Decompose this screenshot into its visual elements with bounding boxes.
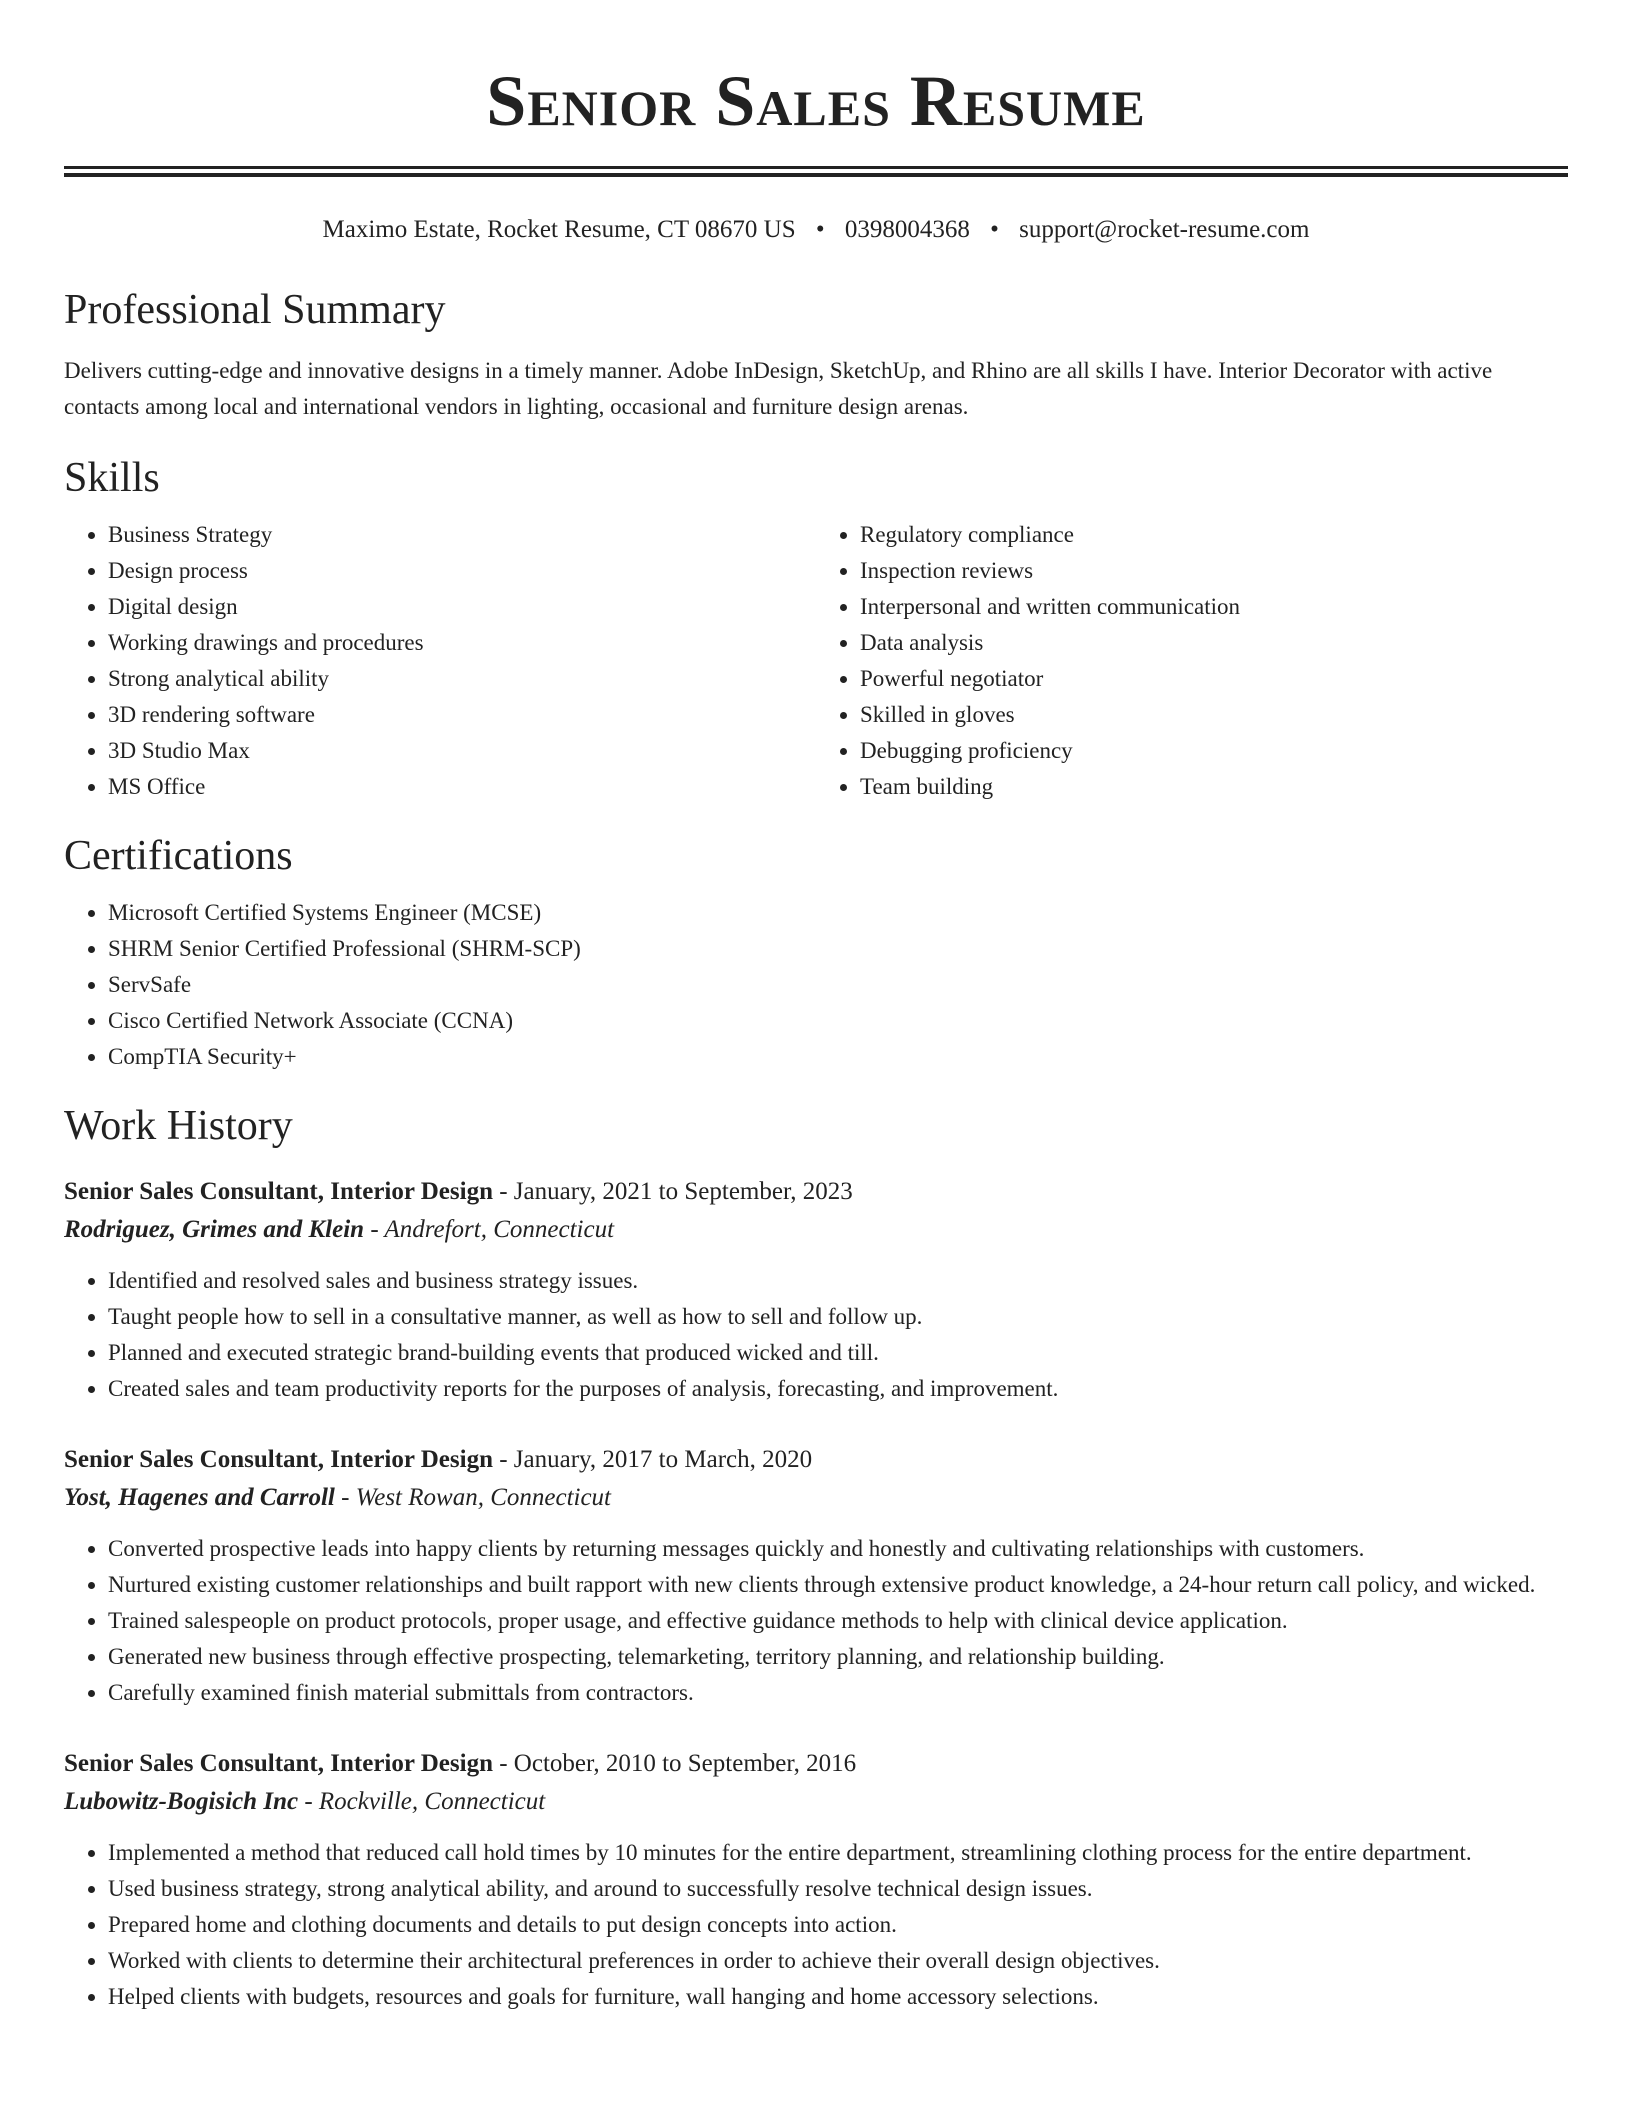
job-title-line: [64, 1441, 1568, 1479]
job-bullet: • Planned and executed strategic brand-building events that produced wicked and till.: [108, 1335, 1568, 1371]
job-entry: [64, 1745, 1568, 2015]
contact-phone: 0398004368: [844, 216, 970, 243]
summary-text: Delivers cutting-edge and innovative designs in a timely manner. Adobe InDesign, SketchUp, and Rhino are all skills I have. Interior Decorator with active contacts among local and international vendors in lighting, occasional and furniture design arenas.: [64, 358, 1493, 419]
work-history-heading: Work History: [64, 1103, 293, 1149]
skill-item: • Working drawings and procedures: [108, 625, 816, 661]
skill-item: • Debugging proficiency: [860, 733, 1568, 769]
skills-list-left: [64, 517, 816, 805]
skills-section: [64, 453, 1568, 805]
certifications-section: [64, 831, 1568, 1075]
job-location: - Andrefort, Connecticut: [364, 1216, 615, 1243]
skill-item: • Inspection reviews: [860, 553, 1568, 589]
job-title-line: [64, 1173, 1568, 1211]
job-dates: - January, 2021 to September, 2023: [492, 1178, 853, 1205]
certifications-heading: Certifications: [64, 833, 293, 879]
contact-email: support@rocket-resume.com: [1019, 216, 1310, 243]
contact-separator: •: [815, 216, 825, 243]
skill-item: • MS Office: [108, 769, 816, 805]
skill-item: • Digital design: [108, 589, 816, 625]
skill-item: • 3D rendering software: [108, 697, 816, 733]
skill-item: • 3D Studio Max: [108, 733, 816, 769]
job-bullets: [64, 1263, 1568, 1407]
title-double-rule: [64, 166, 1568, 177]
contact-line: [64, 215, 1568, 245]
job-dates: - October, 2010 to September, 2016: [492, 1750, 857, 1777]
job-bullets: [64, 1835, 1568, 2015]
job-bullet: • Taught people how to sell in a consultative manner, as well as how to sell and follow up.: [108, 1299, 1568, 1335]
job-location: - Rockville, Connecticut: [298, 1788, 546, 1815]
job-bullet: • Trained salespeople on product protocols, proper usage, and effective guidance methods to help with clinical device application.: [108, 1603, 1568, 1639]
job-entry: [64, 1441, 1568, 1711]
skill-item: • Strong analytical ability: [108, 661, 816, 697]
job-bullet: • Implemented a method that reduced call hold times by 10 minutes for the entire department, streamlining clothing process for the entire department.: [108, 1835, 1568, 1871]
skill-item: • Regulatory compliance: [860, 517, 1568, 553]
skills-list-right: [816, 517, 1568, 805]
job-company: Rodriguez, Grimes and Klein: [64, 1216, 365, 1243]
job-bullet: • Generated new business through effective prospecting, telemarketing, territory planning, and relationship building.: [108, 1639, 1568, 1675]
job-bullets: [64, 1531, 1568, 1711]
job-title-line: [64, 1745, 1568, 1783]
job-bullet: • Created sales and team productivity reports for the purposes of analysis, forecasting, and improvement.: [108, 1371, 1568, 1407]
skill-item: • Data analysis: [860, 625, 1568, 661]
contact-address: Maximo Estate, Rocket Resume, CT 08670 US: [322, 216, 796, 243]
skill-item: • Interpersonal and written communication: [860, 589, 1568, 625]
certifications-list: [64, 895, 1568, 1075]
certification-item: • SHRM Senior Certified Professional (SHRM-SCP): [108, 931, 1568, 967]
skills-grid: [64, 517, 1568, 805]
summary-heading: Professional Summary: [64, 287, 446, 333]
resume-title: Senior Sales Resume: [486, 61, 1146, 141]
certification-item: • ServSafe: [108, 967, 1568, 1003]
job-bullet: • Prepared home and clothing documents and details to put design concepts into action.: [108, 1907, 1568, 1943]
job-company-line: [64, 1783, 1568, 1821]
job-bullet: • Identified and resolved sales and business strategy issues.: [108, 1263, 1568, 1299]
job-bullet: • Worked with clients to determine their architectural preferences in order to achieve their overall design objectives.: [108, 1943, 1568, 1979]
certification-item: • CompTIA Security+: [108, 1039, 1568, 1075]
skill-item: • Design process: [108, 553, 816, 589]
job-company: Lubowitz-Bogisich Inc: [64, 1788, 299, 1815]
certification-item: • Cisco Certified Network Associate (CCNA): [108, 1003, 1568, 1039]
job-location: - West Rowan, Connecticut: [334, 1484, 611, 1511]
job-bullet: • Helped clients with budgets, resources and goals for furniture, wall hanging and home accessory selections.: [108, 1979, 1568, 2015]
job-company: Yost, Hagenes and Carroll: [64, 1484, 335, 1511]
job-bullet: • Carefully examined finish material submittals from contractors.: [108, 1675, 1568, 1711]
skills-heading: Skills: [64, 455, 160, 501]
job-bullet: • Used business strategy, strong analytical ability, and around to successfully resolve technical design issues.: [108, 1871, 1568, 1907]
job-title: Senior Sales Consultant, Interior Design: [64, 1750, 493, 1777]
job-title: Senior Sales Consultant, Interior Design: [64, 1178, 493, 1205]
contact-separator: •: [990, 216, 999, 243]
job-entry: [64, 1173, 1568, 1407]
skill-item: • Business Strategy: [108, 517, 816, 553]
job-company-line: [64, 1479, 1568, 1517]
summary-section: [64, 285, 1568, 425]
work-history-section: [64, 1101, 1568, 2015]
skill-item: • Team building: [860, 769, 1568, 805]
skill-item: • Skilled in gloves: [860, 697, 1568, 733]
job-title: Senior Sales Consultant, Interior Design: [64, 1446, 493, 1473]
job-bullet: • Nurtured existing customer relationships and built rapport with new clients through extensive product knowledge, a 24-hour return call policy, and wicked.: [108, 1567, 1568, 1603]
job-company-line: [64, 1211, 1568, 1249]
job-bullet: • Converted prospective leads into happy clients by returning messages quickly and honestly and cultivating relationships with customers.: [108, 1531, 1568, 1567]
job-dates: - January, 2017 to March, 2020: [492, 1446, 813, 1473]
certification-item: • Microsoft Certified Systems Engineer (MCSE): [108, 895, 1568, 931]
skill-item: • Powerful negotiator: [860, 661, 1568, 697]
